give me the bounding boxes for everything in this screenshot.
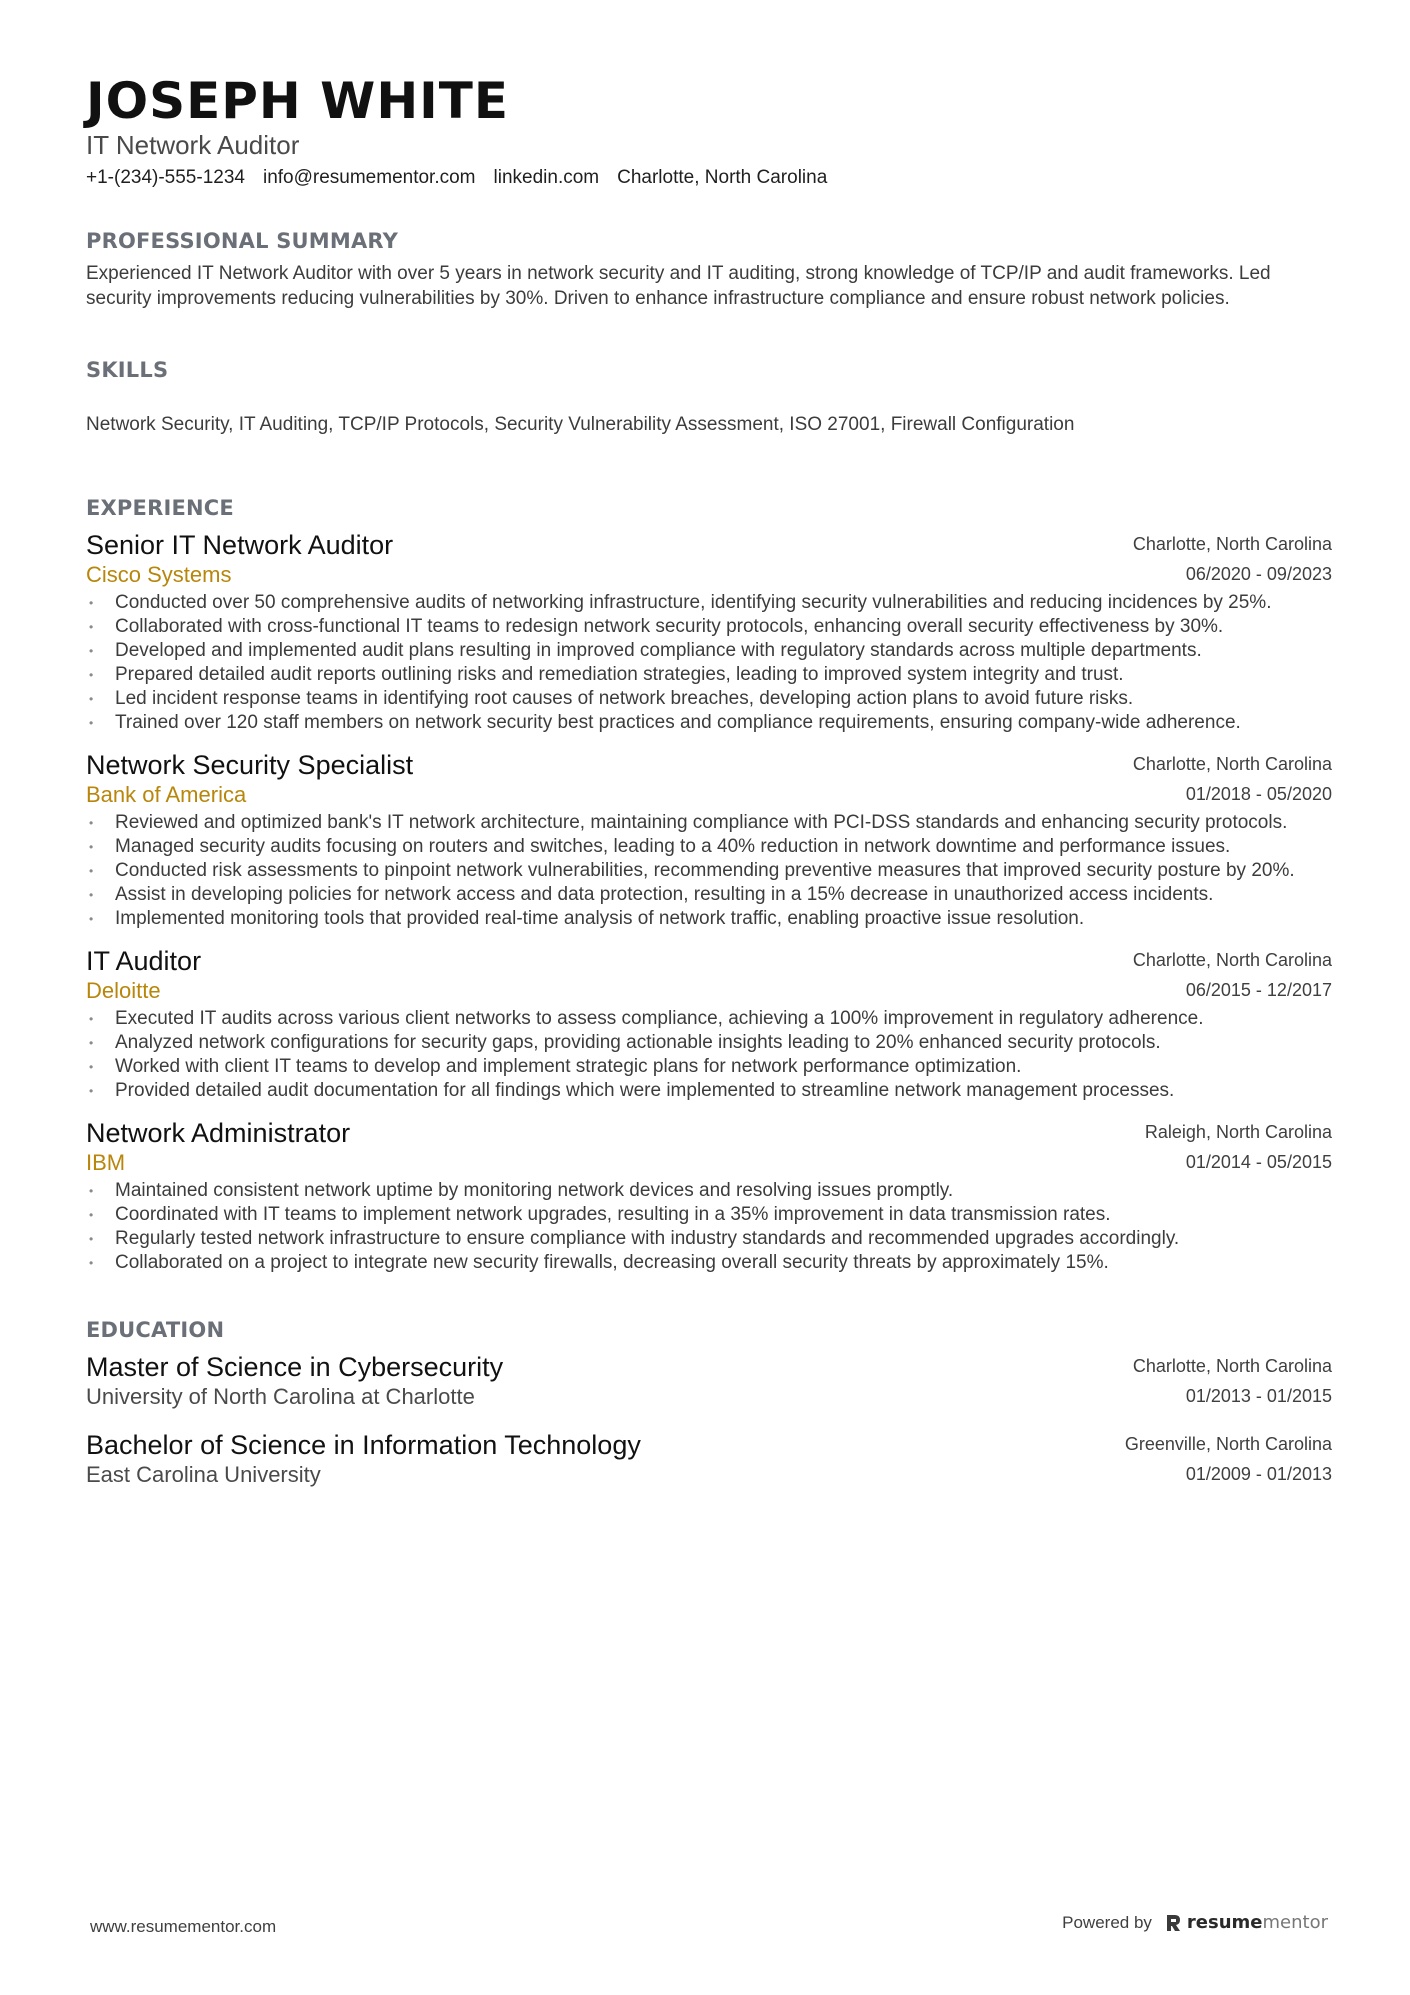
edu-dates: 01/2013 - 01/2015 xyxy=(1185,1386,1332,1406)
brand-logo[interactable] xyxy=(1164,1912,1328,1933)
job-company: Deloitte xyxy=(86,978,161,1003)
job-role: Senior IT Network Auditor xyxy=(86,530,394,560)
contact-line xyxy=(86,166,1332,190)
edu-school: East Carolina University xyxy=(86,1462,321,1487)
job-bullet: • Reviewed and optimized bank's IT network architecture, maintaining compliance with PCI-DSS standards and enhancing security protocols. xyxy=(86,811,1332,835)
job-bullets xyxy=(86,1179,1332,1275)
job-bullet: • Assist in developing policies for network access and data protection, resulting in a 15% decrease in unauthorized access incidents. xyxy=(86,883,1332,907)
edu-degree: Bachelor of Science in Information Technology xyxy=(86,1430,641,1460)
skills-heading: SKILLS xyxy=(86,358,169,382)
contact-phone: +1-(234)-555-1234 xyxy=(86,167,245,188)
job-bullet: • Led incident response teams in identifying root causes of network breaches, developing action plans to avoid future risks. xyxy=(86,687,1332,711)
summary-heading: PROFESSIONAL SUMMARY xyxy=(86,229,399,253)
job-bullets xyxy=(86,1007,1332,1103)
edu-dates: 01/2009 - 01/2013 xyxy=(1185,1464,1332,1484)
experience-item xyxy=(86,1117,1332,1275)
contact-email: info@resumementor.com xyxy=(262,167,476,188)
edu-degree: Master of Science in Cybersecurity xyxy=(86,1352,504,1382)
job-bullet: • Regularly tested network infrastructure to ensure compliance with industry standards and recommended upgrades accordingly. xyxy=(86,1227,1332,1251)
education-item xyxy=(86,1351,1332,1411)
job-bullet: • Developed and implemented audit plans resulting in improved compliance with regulatory standards across multiple departments. xyxy=(86,639,1332,663)
education-heading: EDUCATION xyxy=(86,1318,225,1342)
job-bullet: • Provided detailed audit documentation for all findings which were implemented to streamline network management processes. xyxy=(86,1079,1332,1103)
job-bullets xyxy=(86,811,1332,931)
job-bullet: • Collaborated on a project to integrate new security firewalls, decreasing overall security threats by approximately 15%. xyxy=(86,1251,1332,1275)
education-item xyxy=(86,1429,1332,1489)
job-bullet: • Implemented monitoring tools that provided real-time analysis of network traffic, enabling proactive issue resolution. xyxy=(86,907,1332,931)
job-bullet: • Executed IT audits across various client networks to assess compliance, achieving a 100% improvement in regulatory adherence. xyxy=(86,1007,1332,1031)
job-location: Raleigh, North Carolina xyxy=(1144,1122,1332,1142)
experience-item xyxy=(86,529,1332,735)
edu-location: Charlotte, North Carolina xyxy=(1132,1356,1332,1376)
job-location: Charlotte, North Carolina xyxy=(1132,754,1332,774)
edu-location: Greenville, North Carolina xyxy=(1124,1434,1332,1454)
job-bullets xyxy=(86,591,1332,735)
job-bullet: • Analyzed network configurations for security gaps, providing actionable insights leading to 20% enhanced security protocols. xyxy=(86,1031,1332,1055)
job-bullet: • Coordinated with IT teams to implement network upgrades, resulting in a 35% improvement in data transmission rates. xyxy=(86,1203,1332,1227)
job-bullet: • Maintained consistent network uptime by monitoring network devices and resolving issues promptly. xyxy=(86,1179,1332,1203)
summary-text: Experienced IT Network Auditor with over 5 years in network security and IT auditing, strong knowledge of TCP/IP and audit frameworks. Led security improvements reducing vulnerabilities by 30%. Driven to enhance infrastructure compliance and ensure robust network policies. xyxy=(86,263,1271,309)
candidate-title: IT Network Auditor xyxy=(86,130,300,160)
job-bullet: • Conducted over 50 comprehensive audits of networking infrastructure, identifying security vulnerabilities and reducing incidences by 25%. xyxy=(86,591,1332,615)
brand-name-bold: resume xyxy=(1186,1912,1263,1933)
footer-brand xyxy=(1062,1912,1328,1933)
job-location: Charlotte, North Carolina xyxy=(1132,534,1332,554)
job-bullet: • Worked with client IT teams to develop and implement strategic plans for network performance optimization. xyxy=(86,1055,1332,1079)
experience-item xyxy=(86,945,1332,1103)
contact-linkedin: linkedin.com xyxy=(493,167,600,188)
job-dates: 01/2018 - 05/2020 xyxy=(1185,784,1332,804)
candidate-name: JOSEPH WHITE xyxy=(86,72,510,130)
job-bullet: • Trained over 120 staff members on network security best practices and compliance requirements, ensuring company-wide adherence. xyxy=(86,711,1332,735)
contact-location: Charlotte, North Carolina xyxy=(617,167,828,188)
footer-website[interactable]: www.resumementor.com xyxy=(90,1917,277,1936)
resume-page xyxy=(86,72,1332,1489)
job-location: Charlotte, North Carolina xyxy=(1132,950,1332,970)
resumementor-logo-icon xyxy=(1164,1913,1182,1933)
experience-heading: EXPERIENCE xyxy=(86,496,234,520)
resume-header xyxy=(86,72,1332,190)
edu-school: University of North Carolina at Charlotte xyxy=(86,1384,475,1409)
job-role: IT Auditor xyxy=(86,946,202,976)
job-bullet: • Prepared detailed audit reports outlining risks and remediation strategies, leading to improved system integrity and trust. xyxy=(86,663,1332,687)
job-role: Network Administrator xyxy=(86,1118,351,1148)
job-bullet: • Managed security audits focusing on routers and switches, leading to a 40% reduction in network downtime and performance issues. xyxy=(86,835,1332,859)
job-dates: 01/2014 - 05/2015 xyxy=(1185,1152,1332,1172)
skills-text: Network Security, IT Auditing, TCP/IP Protocols, Security Vulnerability Assessment, ISO 27001, Firewall Configuration xyxy=(86,414,1075,435)
brand-name-light: mentor xyxy=(1262,1912,1328,1933)
job-bullet: • Collaborated with cross-functional IT teams to redesign network security protocols, enhancing overall security effectiveness by 30%. xyxy=(86,615,1332,639)
job-role: Network Security Specialist xyxy=(86,750,414,780)
experience-item xyxy=(86,749,1332,931)
job-dates: 06/2015 - 12/2017 xyxy=(1185,980,1332,1000)
powered-by-label: Powered by xyxy=(1062,1912,1152,1932)
job-company: Bank of America xyxy=(86,782,247,807)
job-company: IBM xyxy=(86,1150,126,1175)
job-dates: 06/2020 - 09/2023 xyxy=(1185,564,1332,584)
job-bullet: • Conducted risk assessments to pinpoint network vulnerabilities, recommending preventive measures that improved security posture by 20%. xyxy=(86,859,1332,883)
job-company: Cisco Systems xyxy=(86,562,232,587)
